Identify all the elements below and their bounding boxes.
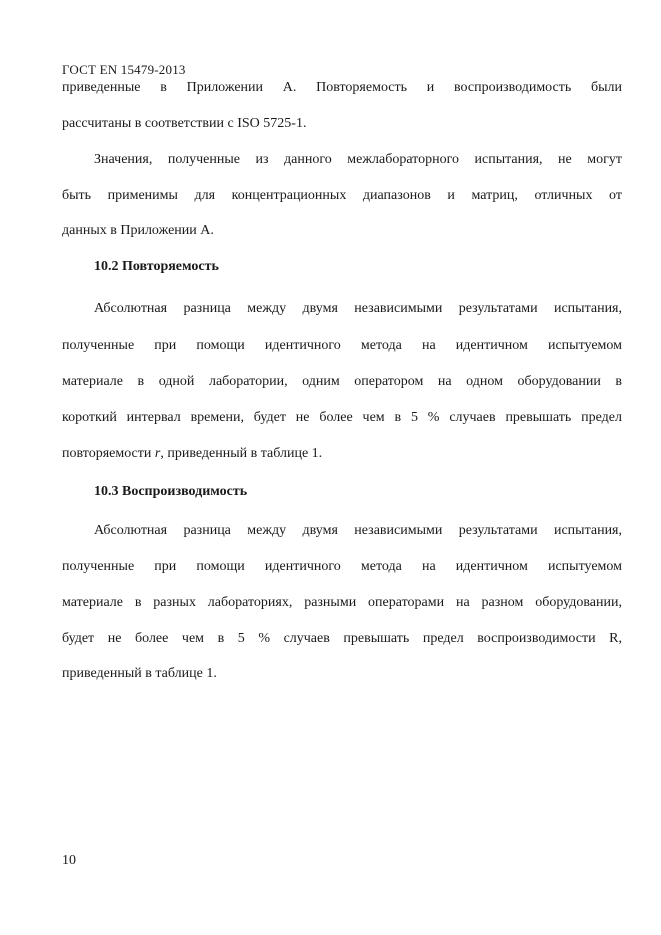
paragraph-line: полученные при помощи идентичного метода на идентичном испытуемом	[62, 559, 622, 574]
paragraph-line: материале в разных лабораториях, разными операторами на разном оборудовании,	[62, 595, 622, 610]
section-heading-reproducibility: 10.3 Воспроизводимость	[94, 484, 248, 499]
page-number: 10	[62, 853, 76, 868]
document-code-header: ГОСТ EN 15479-2013	[62, 62, 186, 77]
paragraph-line: будет не более чем в 5 % случаев превышать предел воспроизводимости R,	[62, 631, 622, 646]
paragraph-line: Абсолютная разница между двумя независимыми результатами испытания,	[94, 523, 622, 538]
paragraph-line: быть применимы для концентрационных диапазонов и матриц, отличных от	[62, 188, 622, 203]
paragraph-line	[62, 446, 622, 462]
paragraph-line: данных в Приложении А.	[62, 223, 214, 238]
paragraph-line: Значения, полученные из данного межлабораторного испытания, не могут	[94, 152, 622, 167]
paragraph-line: приведенный в таблице 1.	[62, 666, 217, 681]
paragraph-line: Абсолютная разница между двумя независимыми результатами испытания,	[94, 301, 622, 316]
variable-r: r	[154, 446, 161, 461]
paragraph-line: материале в одной лаборатории, одним оператором на одном оборудовании в	[62, 374, 622, 389]
paragraph-line: полученные при помощи идентичного метода на идентичном испытуемом	[62, 338, 622, 353]
paragraph-line: приведенные в Приложении А. Повторяемость и воспроизводимость были	[62, 80, 622, 95]
paragraph-line: рассчитаны в соответствии с ISO 5725-1.	[62, 116, 307, 131]
text-segment: повторяемости	[62, 446, 155, 461]
section-heading-repeatability: 10.2 Повторяемость	[94, 259, 219, 274]
text-segment: , приведенный в таблице 1.	[160, 446, 323, 461]
paragraph-line: короткий интервал времени, будет не более чем в 5 % случаев превышать предел	[62, 410, 622, 425]
